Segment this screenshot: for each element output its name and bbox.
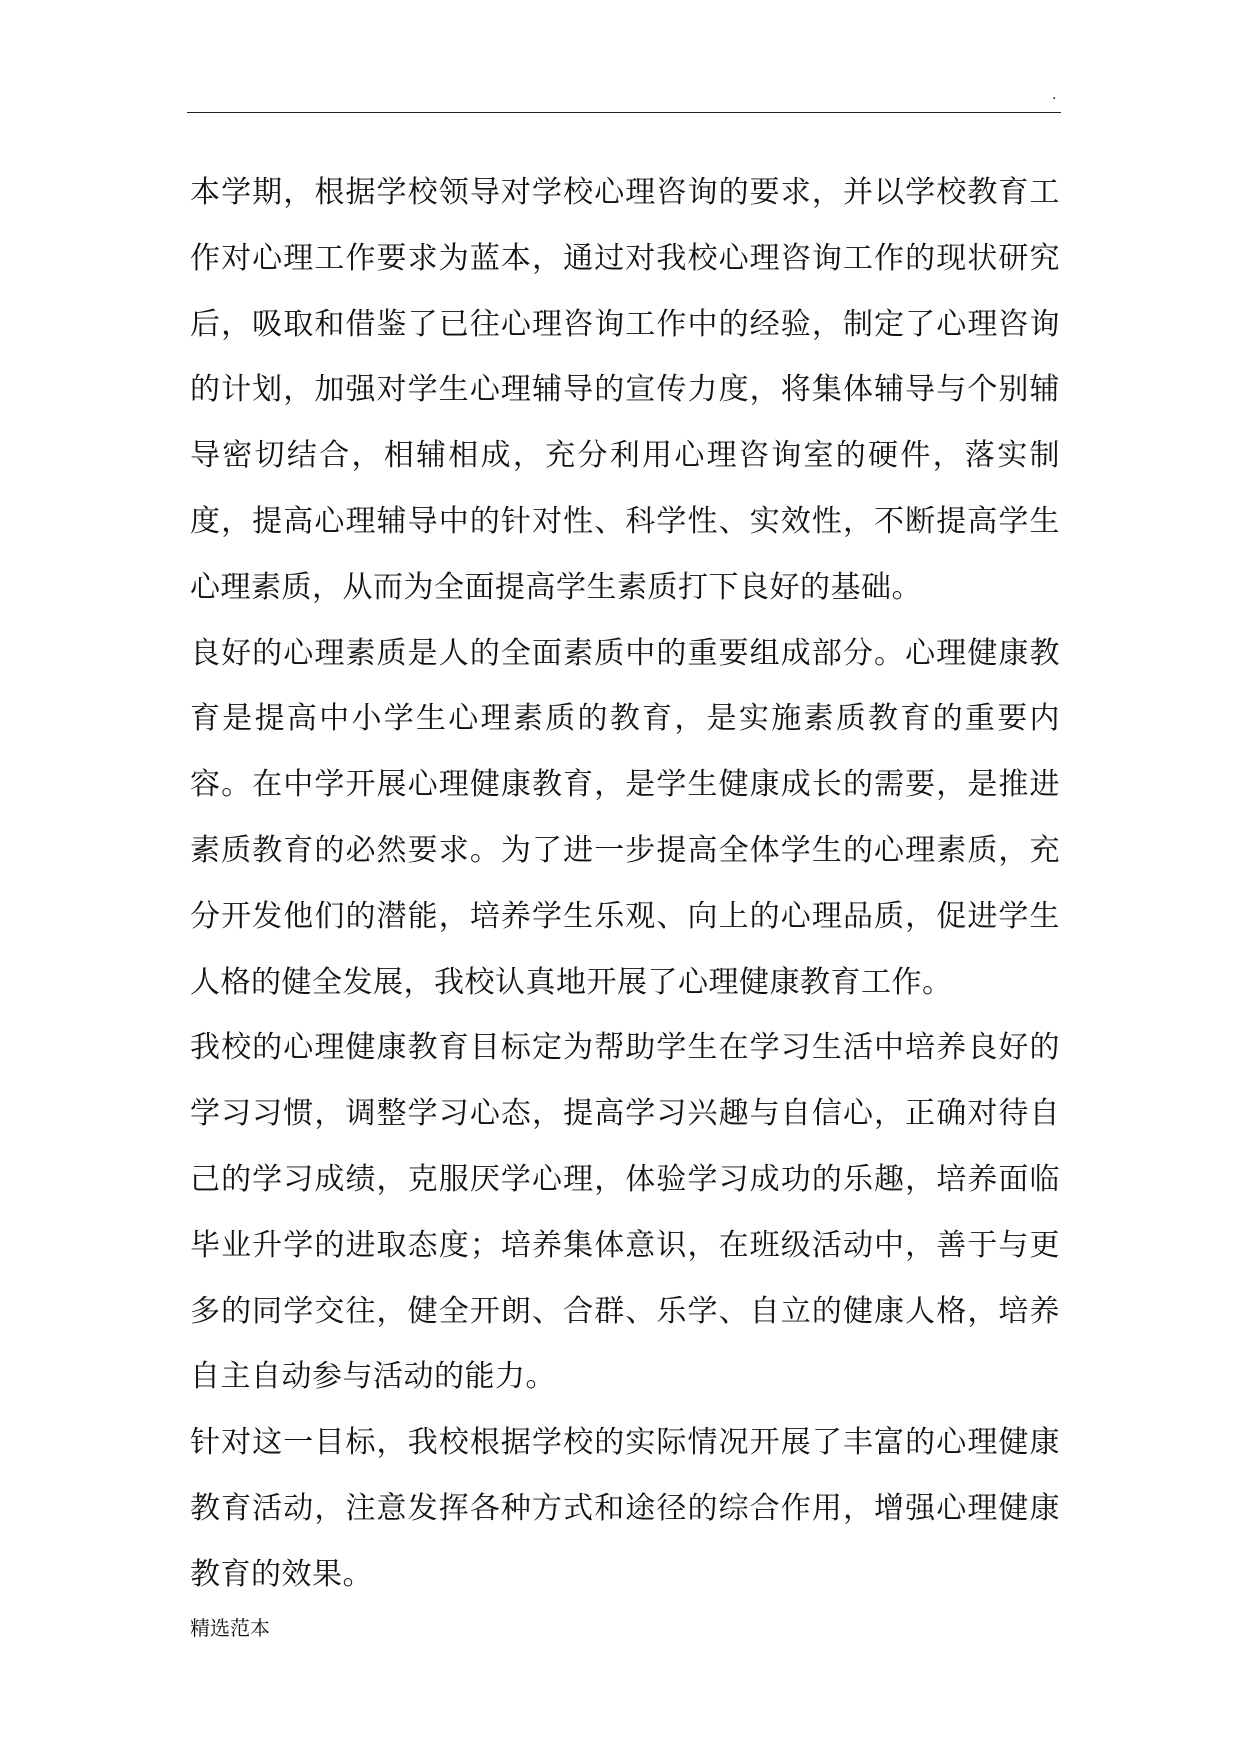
document-body [190, 160, 1060, 1608]
paragraph-3: 我校的心理健康教育目标定为帮助学生在学习生活中培养良好的学习习惯，调整学习心态，提高学习兴趣与自信心，正确对待自己的学习成绩，克服厌学心理，体验学习成功的乐趣，培养面临毕业升学的进取态度；培养集体意识，在班级活动中，善于与更多的同学交往，健全开朗、合群、乐学、自立的健康人格，培养自主自动参与活动的能力。 [190, 1030, 1060, 1395]
header-mark: . [1052, 87, 1057, 103]
paragraph-4: 针对这一目标，我校根据学校的实际情况开展了丰富的心理健康教育活动，注意发挥各种方式和途径的综合作用，增强心理健康教育的效果。 [190, 1425, 1060, 1592]
footer-label: 精选范本 [190, 1616, 270, 1640]
paragraph-1: 本学期，根据学校领导对学校心理咨询的要求，并以学校教育工作对心理工作要求为蓝本，通过对我校心理咨询工作的现状研究后，吸取和借鉴了已往心理咨询工作中的经验，制定了心理咨询的计划，加强对学生心理辅导的宣传力度，将集体辅导与个别辅导密切结合，相辅相成，充分利用心理咨询室的硬件，落实制度，提高心理辅导中的针对性、科学性、实效性，不断提高学生心理素质，从而为全面提高学生素质打下良好的基础。 [190, 175, 1060, 605]
header-rule [187, 112, 1061, 113]
paragraph-2: 良好的心理素质是人的全面素质中的重要组成部分。心理健康教育是提高中小学生心理素质的教育，是实施素质教育的重要内容。在中学开展心理健康教育，是学生健康成长的需要，是推进素质教育的必然要求。为了进一步提高全体学生的心理素质，充分开发他们的潜能，培养学生乐观、向上的心理品质，促进学生人格的健全发展，我校认真地开展了心理健康教育工作。 [190, 635, 1060, 1000]
